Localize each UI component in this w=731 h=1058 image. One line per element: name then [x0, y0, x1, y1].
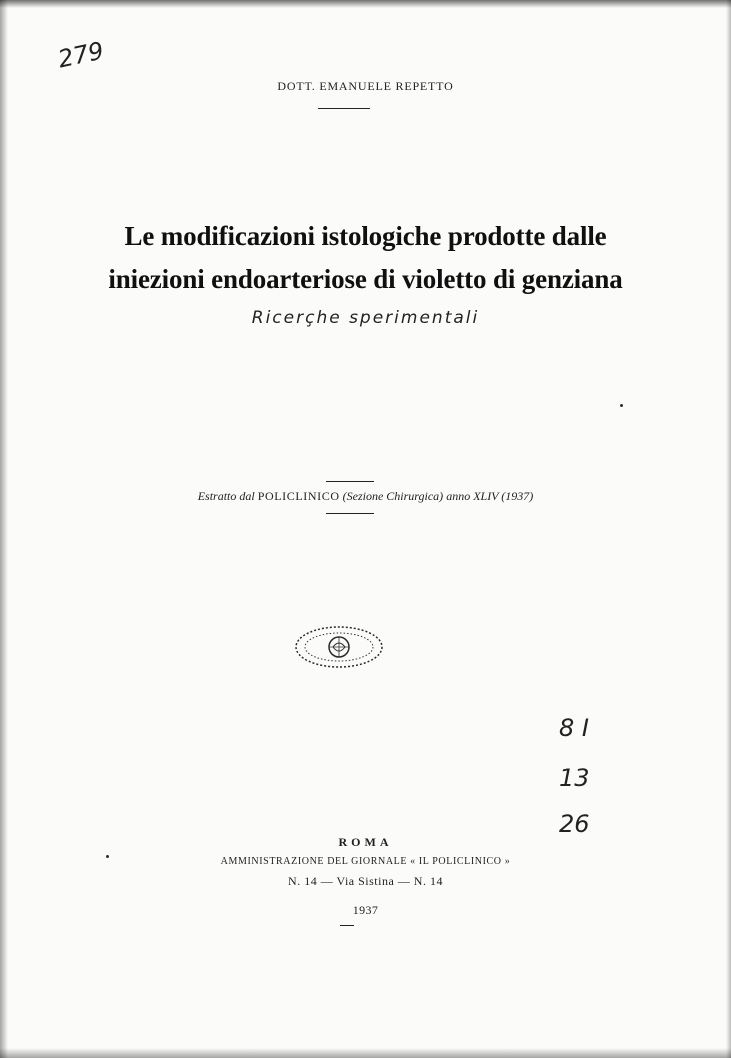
scan-top-edge [0, 0, 731, 8]
author-name: DOTT. EMANUELE REPETTO [277, 79, 454, 93]
scan-left-edge [0, 0, 8, 1058]
scan-bottom-edge [0, 1048, 731, 1058]
subtitle: Ricerçhe sperimentali [251, 308, 480, 328]
extract-prefix: Estratto dal [197, 489, 255, 503]
year-divider [340, 925, 354, 926]
title-line-2: iniezioni endoarteriose di violetto di genziana [108, 264, 623, 294]
imprint-year: 1937 [352, 903, 379, 917]
journal-section: (Sezione Chirurgica) [342, 489, 444, 503]
title-line-1: Le modificazioni istologiche prodotte dalle [124, 221, 607, 251]
imprint-publisher: AMMINISTRAZIONE DEL GIORNALE « IL POLICLINICO » [220, 856, 511, 867]
imprint-address: N. 14 — Via Sistina — N. 14 [288, 874, 443, 888]
scan-speck [620, 404, 623, 407]
shelfmark-line-1: 8 I [559, 714, 589, 742]
author-divider [318, 108, 370, 109]
extract-citation [0, 489, 731, 504]
library-stamp-icon [293, 622, 385, 672]
scan-right-edge [726, 0, 731, 1058]
handwritten-number: 279 [55, 36, 107, 74]
journal-volume: anno XLIV (1937) [446, 489, 534, 503]
journal-name: POLICLINICO [257, 489, 340, 503]
shelfmark-line-3: 26 [559, 810, 590, 838]
extract-divider-top [326, 481, 374, 482]
extract-divider-bottom [326, 513, 374, 514]
shelfmark-line-2: 13 [559, 764, 590, 792]
imprint-city: ROMA [338, 835, 393, 849]
